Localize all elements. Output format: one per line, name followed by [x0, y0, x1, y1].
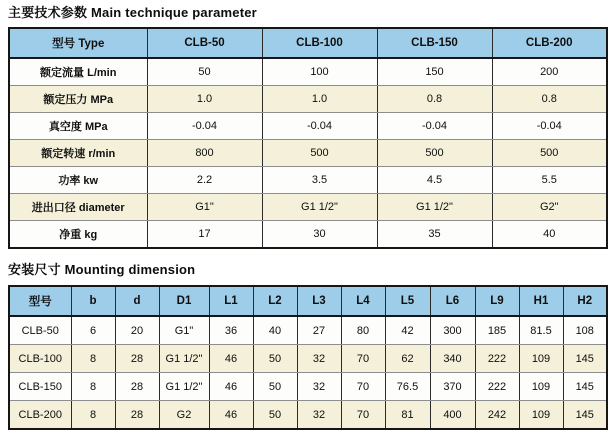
table-cell: 42 — [385, 316, 430, 345]
table-cell: 70 — [341, 345, 385, 373]
table-cell: 32 — [297, 373, 341, 401]
table-row — [9, 86, 607, 113]
table-cell: 500 — [377, 140, 492, 167]
column-header: H2 — [563, 286, 607, 316]
mounting-dimension-table-body — [9, 316, 607, 429]
table-cell: 0.8 — [377, 86, 492, 113]
table-cell: 28 — [115, 373, 159, 401]
table-cell: 76.5 — [385, 373, 430, 401]
table-cell: 46 — [209, 401, 253, 430]
technique-parameter-table-header — [9, 28, 607, 58]
table-cell: 800 — [147, 140, 262, 167]
table-cell: 50 — [253, 345, 297, 373]
table-cell: 46 — [209, 373, 253, 401]
table-cell: -0.04 — [377, 113, 492, 140]
table-cell: 370 — [430, 373, 475, 401]
table-cell: 46 — [209, 345, 253, 373]
table-cell: 109 — [519, 373, 563, 401]
column-header: CLB-50 — [147, 28, 262, 58]
table-cell: 70 — [341, 401, 385, 430]
column-header: 型号 Type — [9, 28, 147, 58]
table-cell: 109 — [519, 345, 563, 373]
table-cell: 8 — [71, 345, 115, 373]
table-cell: 109 — [519, 401, 563, 430]
table-row — [9, 167, 607, 194]
table-cell: -0.04 — [492, 113, 607, 140]
mounting-dimension-table — [8, 285, 608, 430]
table-cell: 35 — [377, 221, 492, 249]
column-header: L9 — [475, 286, 519, 316]
table-cell: G1 1/2" — [377, 194, 492, 221]
mounting-dimension-title: 安装尺寸 Mounting dimension — [8, 262, 196, 277]
table-cell: 200 — [492, 58, 607, 86]
table-cell: 340 — [430, 345, 475, 373]
column-header: L5 — [385, 286, 430, 316]
table-cell: 500 — [492, 140, 607, 167]
table-cell: 36 — [209, 316, 253, 345]
table-cell: 4.5 — [377, 167, 492, 194]
table-cell: 242 — [475, 401, 519, 430]
table-cell: 5.5 — [492, 167, 607, 194]
table-cell: 70 — [341, 373, 385, 401]
table-cell: 50 — [147, 58, 262, 86]
column-header: L6 — [430, 286, 475, 316]
table-cell: 145 — [563, 373, 607, 401]
column-header: CLB-100 — [262, 28, 377, 58]
table-cell: 2.2 — [147, 167, 262, 194]
table-row — [9, 113, 607, 140]
table-cell: 27 — [297, 316, 341, 345]
column-header: b — [71, 286, 115, 316]
header-row — [9, 28, 607, 58]
table-cell: 222 — [475, 373, 519, 401]
table-cell: 145 — [563, 401, 607, 430]
column-header: D1 — [159, 286, 209, 316]
table-cell: 81 — [385, 401, 430, 430]
table-cell: 3.5 — [262, 167, 377, 194]
row-label: CLB-50 — [9, 316, 71, 345]
table-cell: G1" — [147, 194, 262, 221]
table-cell: G2" — [492, 194, 607, 221]
technique-parameter-table-body — [9, 58, 607, 248]
table-cell: 1.0 — [262, 86, 377, 113]
table-cell: 0.8 — [492, 86, 607, 113]
row-label: 额定流量 L/min — [9, 58, 147, 86]
column-header: CLB-200 — [492, 28, 607, 58]
row-label: 功率 kw — [9, 167, 147, 194]
table-cell: 1.0 — [147, 86, 262, 113]
table-cell: 50 — [253, 373, 297, 401]
row-label: 真空度 MPa — [9, 113, 147, 140]
table-cell: 80 — [341, 316, 385, 345]
row-label: CLB-200 — [9, 401, 71, 430]
column-header: 型号 — [9, 286, 71, 316]
table-cell: 108 — [563, 316, 607, 345]
table-cell: 62 — [385, 345, 430, 373]
row-label: 额定转速 r/min — [9, 140, 147, 167]
table-cell: G1" — [159, 316, 209, 345]
table-cell: 40 — [492, 221, 607, 249]
table-row — [9, 345, 607, 373]
table-cell: 28 — [115, 345, 159, 373]
table-cell: 400 — [430, 401, 475, 430]
table-cell: G1 1/2" — [159, 345, 209, 373]
row-label: 净重 kg — [9, 221, 147, 249]
table-cell: 8 — [71, 401, 115, 430]
column-header: H1 — [519, 286, 563, 316]
table-cell: 300 — [430, 316, 475, 345]
table-cell: 6 — [71, 316, 115, 345]
table-cell: 32 — [297, 401, 341, 430]
table-cell: 222 — [475, 345, 519, 373]
table-cell: 8 — [71, 373, 115, 401]
table-cell: G1 1/2" — [159, 373, 209, 401]
table-cell: 50 — [253, 401, 297, 430]
table-cell: 20 — [115, 316, 159, 345]
table-cell: 17 — [147, 221, 262, 249]
table-row — [9, 221, 607, 249]
column-header: CLB-150 — [377, 28, 492, 58]
column-header: L3 — [297, 286, 341, 316]
table-cell: -0.04 — [147, 113, 262, 140]
row-label: CLB-100 — [9, 345, 71, 373]
table-row — [9, 194, 607, 221]
table-cell: 32 — [297, 345, 341, 373]
row-label: CLB-150 — [9, 373, 71, 401]
table-row — [9, 316, 607, 345]
header-row — [9, 286, 607, 316]
table-cell: G1 1/2" — [262, 194, 377, 221]
table-cell: G2 — [159, 401, 209, 430]
column-header: L4 — [341, 286, 385, 316]
table-row — [9, 140, 607, 167]
technique-parameter-table — [8, 27, 608, 249]
row-label: 进出口径 diameter — [9, 194, 147, 221]
table-cell: 145 — [563, 345, 607, 373]
table-cell: 150 — [377, 58, 492, 86]
table-cell: 30 — [262, 221, 377, 249]
table-cell: 500 — [262, 140, 377, 167]
table-row — [9, 58, 607, 86]
table-cell: 81.5 — [519, 316, 563, 345]
technique-parameter-title: 主要技术参数 Main technique parameter — [8, 5, 257, 20]
mounting-dimension-table-header — [9, 286, 607, 316]
column-header: L1 — [209, 286, 253, 316]
table-cell: -0.04 — [262, 113, 377, 140]
row-label: 额定压力 MPa — [9, 86, 147, 113]
table-cell: 28 — [115, 401, 159, 430]
table-row — [9, 373, 607, 401]
column-header: L2 — [253, 286, 297, 316]
column-header: d — [115, 286, 159, 316]
table-cell: 40 — [253, 316, 297, 345]
table-cell: 100 — [262, 58, 377, 86]
table-cell: 185 — [475, 316, 519, 345]
